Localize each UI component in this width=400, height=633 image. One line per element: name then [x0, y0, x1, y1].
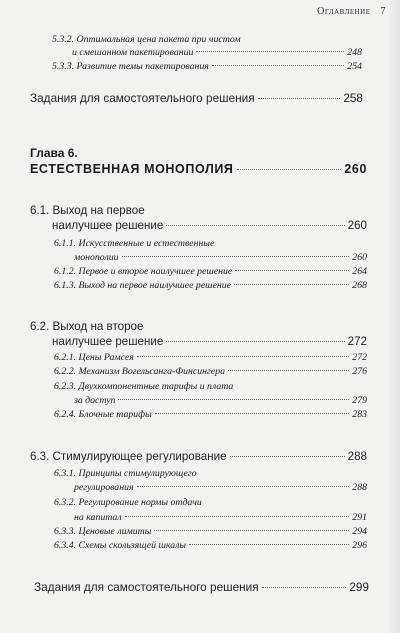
- toc-page-number: 283: [352, 409, 367, 420]
- toc-page-number: 264: [352, 266, 367, 277]
- toc-entry-title: и смешанном пакетировании: [72, 47, 194, 58]
- leader-dots: [125, 516, 350, 517]
- leader-dots: [234, 284, 349, 285]
- toc-entry: [34, 581, 369, 593]
- toc-entry: [30, 451, 367, 463]
- toc-page-number: 296: [352, 540, 367, 551]
- leader-dots: [196, 51, 344, 52]
- leader-dots: [166, 225, 344, 226]
- leader-dots: [137, 486, 350, 487]
- leader-dots: [237, 169, 342, 170]
- toc-page-number: 258: [343, 91, 363, 105]
- toc-page-number: 272: [352, 352, 367, 363]
- toc-entry: [52, 34, 241, 46]
- toc-entry: [74, 395, 367, 407]
- toc-entry: [54, 238, 214, 250]
- toc-entry: [72, 47, 362, 59]
- chapter-title: [30, 163, 367, 175]
- toc-page-number: 294: [352, 526, 367, 537]
- toc-page-number: 288: [352, 482, 367, 493]
- toc-entry-title: 6.3.4. Схемы скользящей шкалы: [54, 540, 187, 551]
- toc-entry-title: Задания для самостоятельного решения: [34, 580, 259, 594]
- toc-entry: [54, 526, 367, 538]
- leader-dots: [155, 413, 350, 414]
- toc-entry-title: наилучшее решение: [52, 219, 164, 232]
- toc-entry: [54, 280, 367, 292]
- toc-entry-title: монополии: [74, 252, 119, 263]
- toc-entry: [74, 252, 367, 264]
- leader-dots: [118, 399, 349, 400]
- toc-page-number: 268: [352, 280, 367, 291]
- running-header: [317, 6, 386, 17]
- toc-entry: [54, 497, 202, 509]
- toc-entry-title: 6.1.1. Искусственные и естественные: [54, 238, 215, 249]
- leader-dots: [137, 356, 350, 357]
- toc-entry: [54, 381, 233, 393]
- toc-page-number: 299: [349, 580, 369, 594]
- header-title: Оглавление: [317, 6, 371, 17]
- leader-dots: [262, 587, 347, 588]
- toc-entry: [54, 468, 197, 480]
- leader-dots: [166, 341, 344, 342]
- toc-entry-title: 6.1. Выход на первое: [30, 204, 145, 217]
- toc-page-number: 254: [347, 61, 362, 72]
- toc-entry-title: 5.3.3. Развитие темы пакетирования: [52, 61, 209, 72]
- toc-entry-title: 6.2.4. Блочные тарифы: [54, 409, 152, 420]
- toc-entry: [54, 352, 367, 364]
- toc-page-number: 279: [352, 395, 367, 406]
- leader-dots: [258, 98, 341, 99]
- toc-entry: [30, 92, 363, 104]
- leader-dots: [230, 456, 345, 457]
- toc-entry: [52, 220, 367, 232]
- leader-dots: [154, 530, 349, 531]
- toc-entry-title: на капитал: [74, 512, 122, 523]
- toc-entry: [74, 512, 367, 524]
- toc-entry-title: 6.3.3. Ценовые лимиты: [54, 526, 152, 537]
- toc-entry-title: регулирования: [74, 482, 134, 493]
- toc-entry-title: 6.2. Выход на второе: [30, 320, 144, 333]
- toc-entry-title: 6.3. Стимулирующее регулирование: [30, 450, 227, 463]
- toc-page-number: 260: [344, 162, 367, 176]
- toc-page-number: 248: [347, 47, 362, 58]
- toc-entry-title: 6.2.3. Двухкомпонентные тарифы и плата: [54, 381, 234, 392]
- leader-dots: [189, 544, 349, 545]
- toc-entry-title: 6.1.3. Выход на первое наилучшее решение: [54, 280, 232, 291]
- toc-entry: [54, 540, 367, 552]
- toc-page-number: 272: [347, 335, 367, 348]
- toc-entry-title: ЕСТЕСТВЕННАЯ МОНОПОЛИЯ: [30, 162, 234, 176]
- leader-dots: [228, 370, 349, 371]
- toc-entry: [54, 266, 367, 278]
- toc-entry: [52, 336, 367, 348]
- toc-entry: [30, 321, 143, 333]
- chapter-label: Глава 6.: [30, 146, 78, 160]
- toc-entry: [54, 366, 367, 378]
- toc-entry-title: 6.3.2. Регулирование нормы отдачи: [54, 497, 202, 508]
- toc-entry-title: 5.3.2. Оптимальная цена пакета при чистом: [52, 34, 241, 45]
- toc-entry-title: наилучшее решение: [52, 335, 164, 348]
- toc-entry-title: Задания для самостоятельного решения: [30, 91, 255, 105]
- toc-entry-title: за доступ: [74, 395, 116, 406]
- toc-entry: [52, 61, 362, 73]
- toc-page-number: 288: [347, 450, 367, 463]
- toc-entry-title: 6.3.1. Принципы стимулирующего: [54, 468, 197, 479]
- toc-entry-title: 6.2.1. Цены Рамсея: [54, 352, 134, 363]
- toc-entry-title: 6.1.2. Первое и второе наилучшее решение: [54, 266, 233, 277]
- toc-page-number: 276: [352, 366, 367, 377]
- toc-page-number: 291: [352, 512, 367, 523]
- leader-dots: [122, 256, 350, 257]
- toc-entry: [30, 205, 145, 217]
- leader-dots: [235, 270, 349, 271]
- toc-page-number: 260: [347, 219, 367, 232]
- page-shadow: [386, 0, 400, 633]
- toc-entry: [54, 409, 367, 421]
- header-page-number: 7: [380, 6, 386, 17]
- leader-dots: [212, 65, 345, 66]
- toc-entry-title: 6.2.2. Механизм Вогельсанга-Финсингера: [54, 366, 225, 377]
- toc-entry: [74, 482, 367, 494]
- toc-page-number: 260: [352, 252, 367, 263]
